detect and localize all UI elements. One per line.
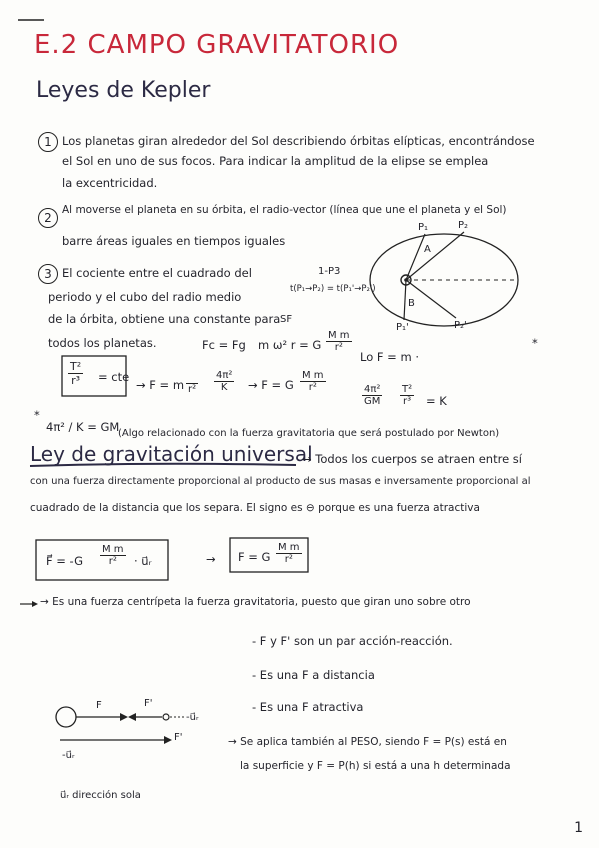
law1-line-3: la excentricidad. (62, 176, 158, 190)
diagram-F: F (96, 700, 102, 711)
section-heading-gravitation: Ley de gravitación universal (30, 442, 313, 466)
note-time-formula: t(P₁→P₂) = t(P₁'→P₂') (290, 284, 376, 294)
law2-line-1: Al moverse el planeta en su órbita, el radio-vector (línea que une el planeta y el Sol) (62, 204, 507, 216)
law2-line-2: barre áreas iguales en tiempos iguales (62, 234, 286, 248)
formula1-tail: · u⃗ᵣ (134, 554, 152, 568)
label-P2p: P₂' (454, 320, 467, 331)
law1-line-2: el Sol en uno de sus focos. Para indicar la amplitud de la elipse se emplea (62, 154, 489, 168)
eq-fc-fg: Fc = Fg (202, 338, 246, 352)
eq-T2-over-r3-b: $\frac{\text{T²}}{\text{r³}}$ (402, 384, 413, 407)
eq-4pi2-over-K: $\frac{\text{4π²}}{K}$ (216, 370, 233, 393)
eq-cte: = cte (98, 370, 130, 384)
star-right: * (532, 336, 538, 350)
law-number-1: 1 (38, 132, 58, 152)
law-number-3: 3 (38, 264, 58, 284)
label-P1: P₁ (418, 222, 429, 233)
formula1-lhs: F⃗ = -G (46, 554, 84, 568)
law-number-2: 2 (38, 208, 58, 228)
diagram-Fprime-2: F' (174, 732, 183, 743)
diagram-ur: -u⃗ᵣ (186, 712, 199, 723)
label-P1p: P₁' (396, 322, 409, 333)
eq-Mm-over-r2-b: $\frac{\text{M m}}{\text{r²}}$ (302, 370, 324, 393)
bullet-1: - F y F' son un par acción-reacción. (252, 634, 453, 648)
section-heading-kepler: Leyes de Kepler (36, 78, 211, 103)
eq-Mm-over-r2: $\frac{\text{M m}}{\text{r²}}$ (328, 330, 350, 353)
grav-line-1: con una fuerza directamente proporcional al producto de sus masas e inversamente proporcional al (30, 476, 531, 487)
label-P2: P₂ (458, 220, 469, 231)
peso-line-2: la superficie y F = P(h) si está a una h determinada (240, 760, 511, 772)
eq-4pi2-over-GM: $\frac{\text{4π²}}{GM}$ (364, 384, 381, 407)
eq-sf: SF (280, 314, 293, 325)
diagram-caption: u⃗ᵣ dirección sola (60, 790, 141, 801)
page-title: E.2 CAMPO GRAVITATORIO (34, 30, 400, 60)
label-B: B (408, 298, 415, 309)
note-newton: (Algo relacionado con la fuerza gravitatoria que será postulado por Newton) (118, 428, 500, 439)
central-force-note: → Es una fuerza centrípeta la fuerza gravitatoria, puesto que giran uno sobre otro (40, 596, 471, 608)
bullet-2: - Es una F a distancia (252, 668, 375, 682)
law3-line-3: de la órbita, obtiene una constante para (48, 312, 281, 326)
star-left: * (34, 408, 40, 422)
law1-line-1: Los planetas giran alrededor del Sol describiendo órbitas elípticas, encontrándose (62, 134, 535, 148)
diagram-ur-2: -u⃗ᵣ (62, 750, 75, 761)
formula2-lhs: F = G (238, 550, 271, 564)
eq-mw2r: m ω² r = G (258, 338, 322, 352)
law3-line-1: El cociente entre el cuadrado del (62, 266, 252, 280)
eq-arrow-F: → F = m (136, 378, 185, 392)
eq-lo: Lo F = m · (360, 350, 419, 364)
note-p3: 1-P3 (318, 266, 341, 277)
formula1-fraction: $\frac{\text{M m}}{\text{r²}}$ (102, 544, 124, 567)
bullet-3: - Es una F atractiva (252, 700, 364, 714)
eq-k-gm: 4π² / K = GM (46, 420, 120, 434)
eq-arrow-FG: → F = G (248, 378, 294, 392)
diagram-Fprime: F' (144, 698, 153, 709)
law3-line-4: todos los planetas. (48, 336, 157, 350)
peso-line-1: → Se aplica también al PESO, siendo F = P(s) está en (228, 736, 507, 748)
grav-intro-tail: → Todos los cuerpos se atraen entre sí (302, 452, 522, 466)
grav-line-2: cuadrado de la distancia que los separa. El signo es ⊖ porque es una fuerza atractiva (30, 502, 480, 514)
page-number: 1 (574, 820, 583, 836)
eq-over-r2: r² (186, 372, 198, 395)
law3-line-2: periodo y el cubo del radio medio (48, 290, 242, 304)
formula-arrow: → (206, 552, 216, 566)
eq-equals-K: = K (426, 394, 447, 408)
label-A: A (424, 244, 431, 255)
formula2-fraction: $\frac{\text{M m}}{\text{r²}}$ (278, 542, 300, 565)
eq-T2-over-r3: $\frac{\text{T²}}{\text{r³}}$ (70, 360, 82, 387)
